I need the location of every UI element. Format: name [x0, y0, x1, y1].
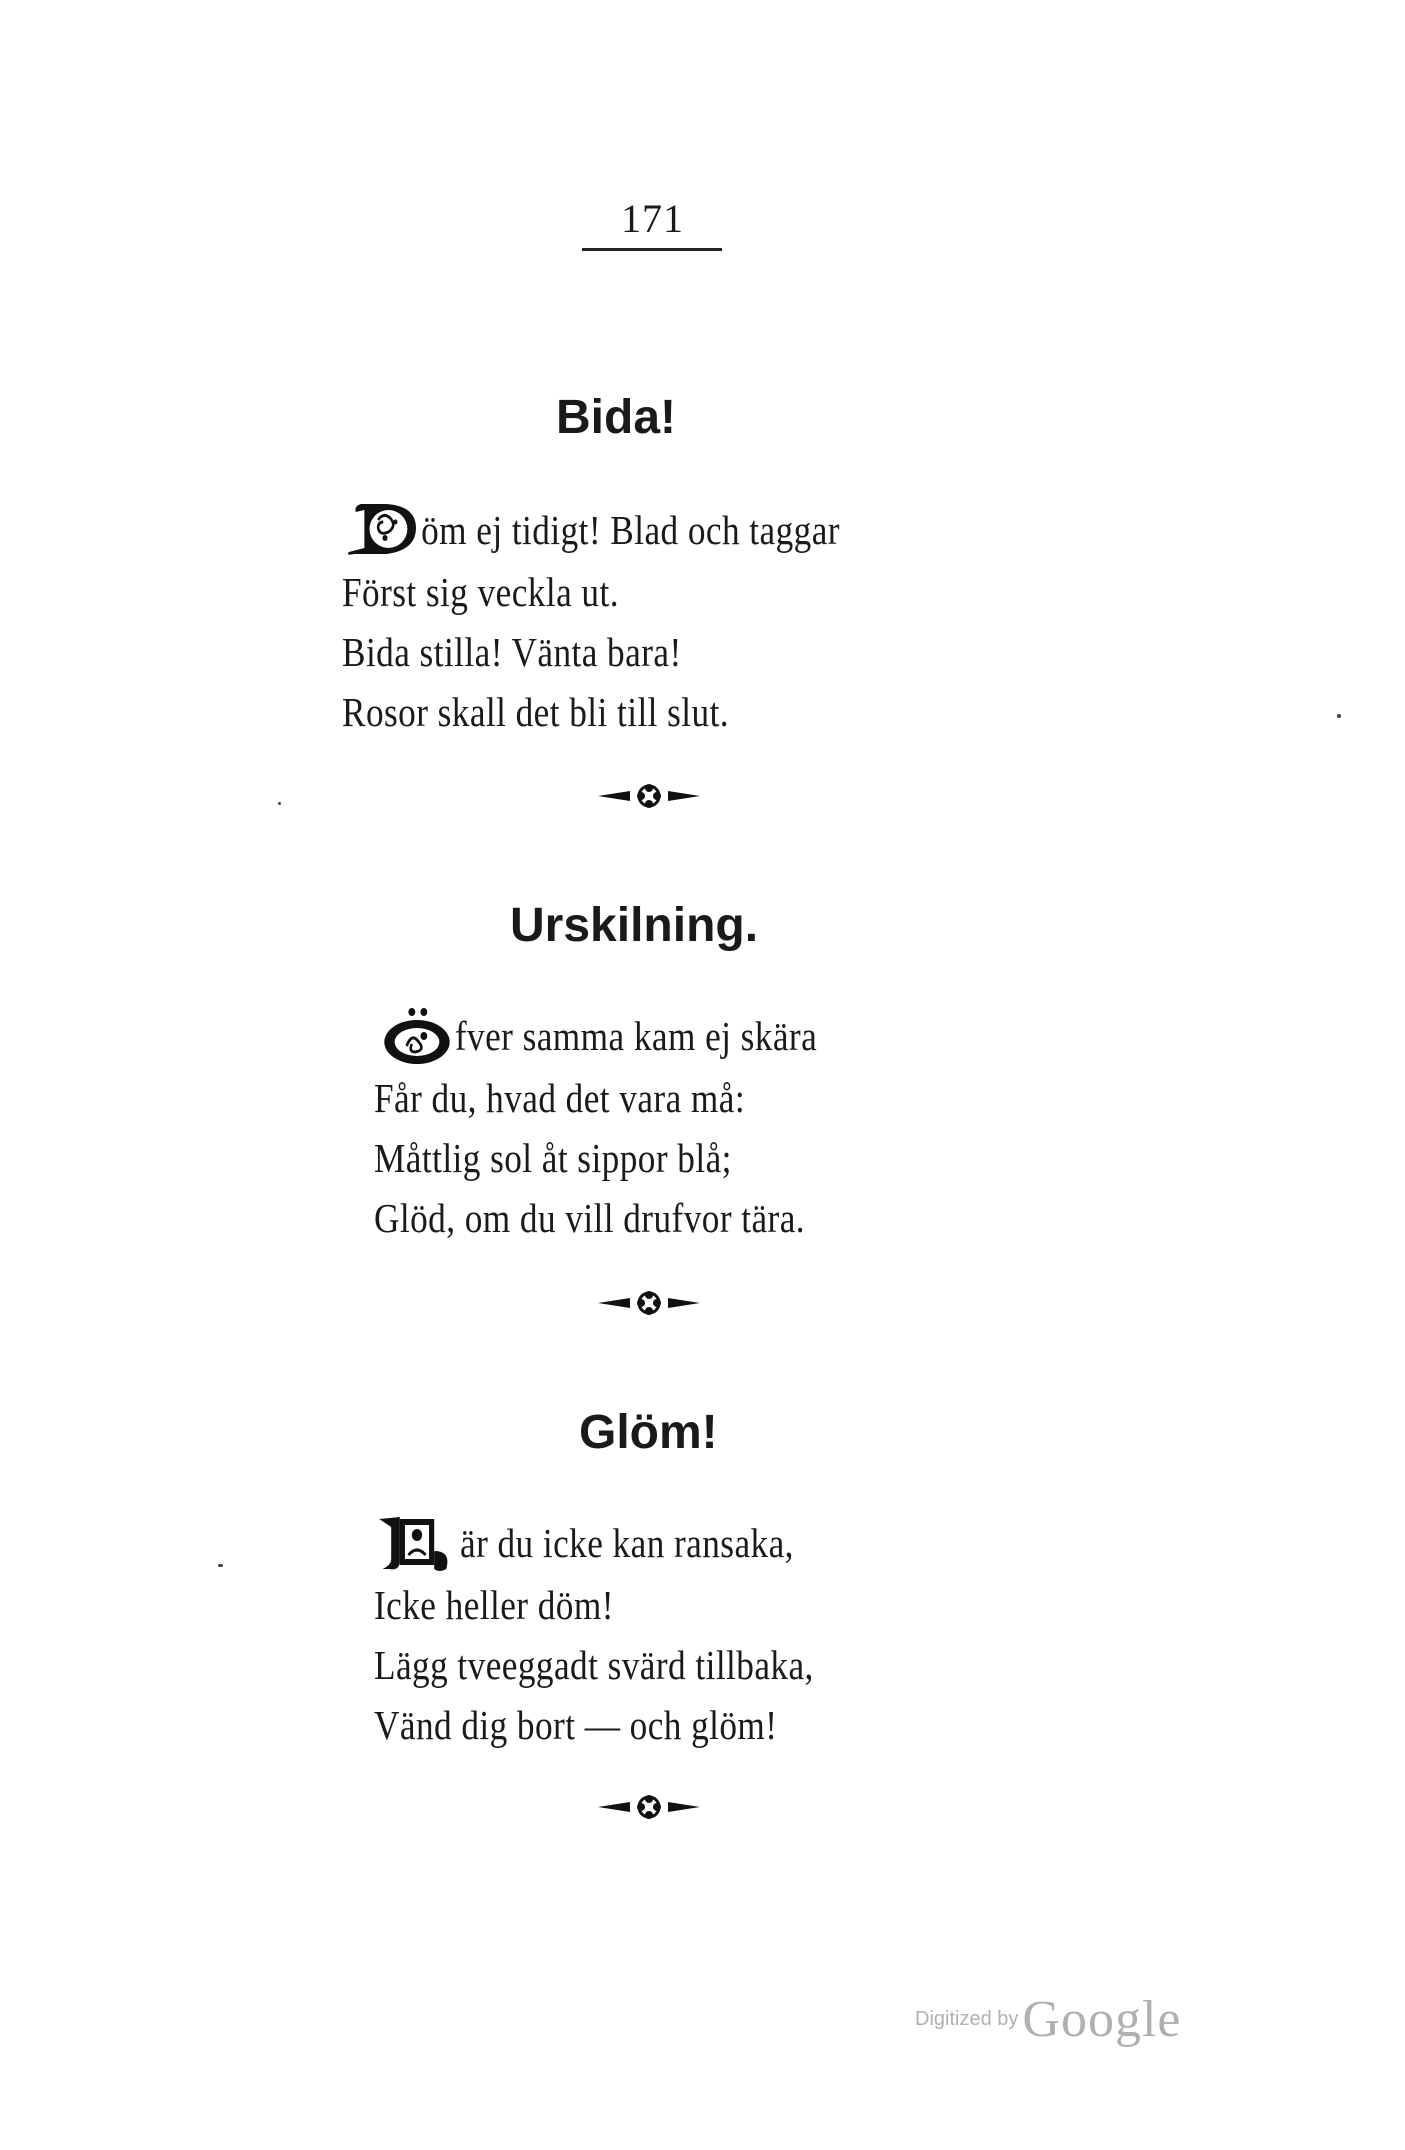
poem-line: Glöd, om du vill drufvor tära.	[374, 1195, 806, 1241]
ornamental-initial-o-umlaut-icon	[374, 1004, 453, 1068]
scan-speck	[1337, 714, 1341, 718]
poem-stanza-urskilning	[374, 1004, 889, 1248]
fleuron-ornament-icon	[594, 1790, 704, 1824]
poem-line: Bida stilla! Vänta bara!	[342, 629, 682, 675]
poem-line: Först sig veckla ut.	[342, 569, 619, 615]
scan-speck	[278, 802, 281, 805]
poem-line	[374, 1511, 814, 1575]
poem-first-line-text: är du icke kan ransaka,	[460, 1520, 794, 1566]
poem-line: Lägg tveeggadt svärd tillbaka,	[374, 1642, 814, 1688]
fleuron-ornament-icon	[594, 779, 704, 813]
poem-line: Rosor skall det bli till slut.	[342, 689, 730, 735]
poem-line: Får du, hvad det vara må:	[374, 1075, 746, 1121]
poem-title-bida: Bida!	[556, 391, 676, 444]
page-number: 171	[621, 196, 684, 241]
poem-line: Måttlig sol åt sippor blå;	[374, 1135, 732, 1181]
poem-stanza-glom	[374, 1511, 885, 1755]
poem-line: Vänd dig bort — och glöm!	[374, 1702, 778, 1748]
watermark-brand: Google	[1022, 1991, 1182, 2048]
poem-first-line-text: öm ej tidigt! Blad och taggar	[421, 507, 840, 553]
poem-title-urskilning: Urskilning.	[510, 899, 759, 952]
page-number-rule	[582, 248, 722, 251]
poem-line: Icke heller döm!	[374, 1582, 614, 1628]
digitized-by-google-watermark	[915, 1990, 1181, 2049]
scan-speck	[218, 1564, 223, 1567]
poem-line	[374, 1004, 817, 1068]
ornamental-initial-n-icon	[374, 1511, 458, 1575]
fleuron-ornament-icon	[594, 1286, 704, 1320]
watermark-prefix: Digitized by	[915, 2008, 1019, 2030]
poem-line	[342, 498, 840, 562]
poem-title-glom: Glöm!	[579, 1406, 718, 1459]
poem-first-line-text: fver samma kam ej skära	[454, 1013, 818, 1059]
ornamental-initial-d-icon	[342, 498, 419, 562]
poem-stanza-bida	[342, 498, 921, 742]
